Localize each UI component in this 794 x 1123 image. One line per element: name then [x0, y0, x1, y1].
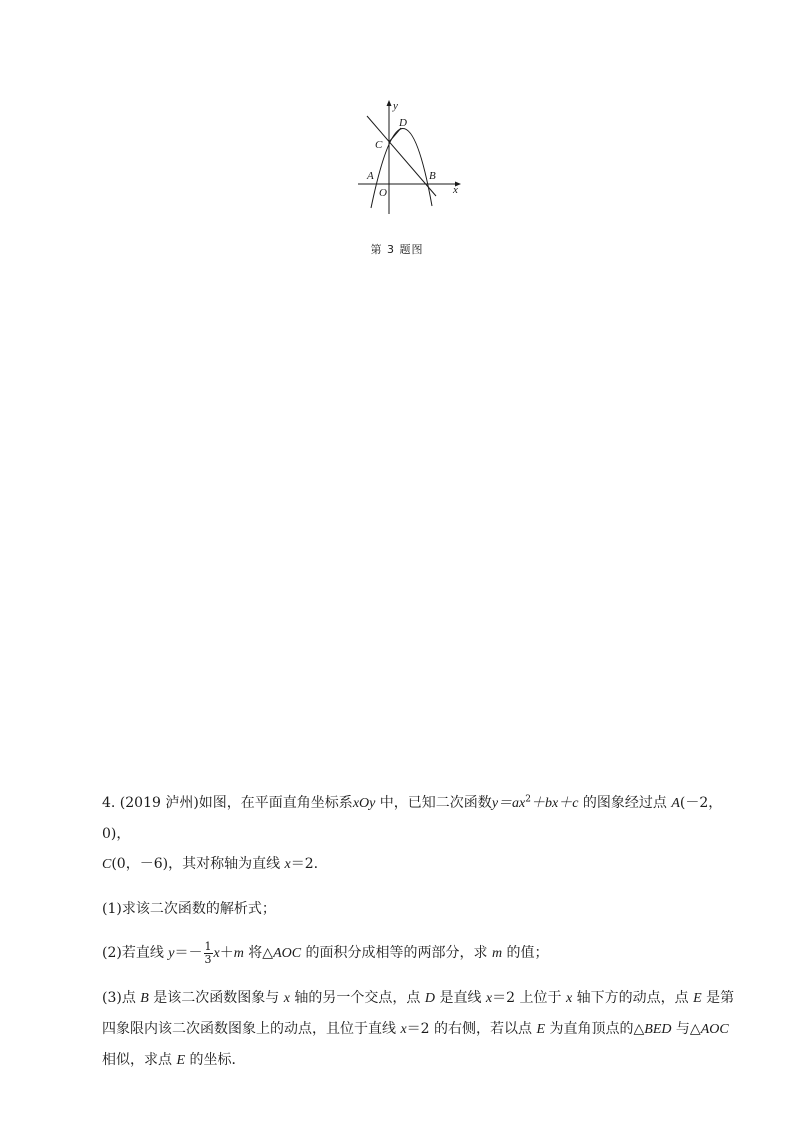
q2-x: x [213, 946, 220, 961]
q2-m: m [233, 946, 244, 961]
q3-point-d: D [424, 991, 435, 1006]
parabola-graph [355, 96, 465, 216]
q2-fraction [204, 941, 213, 966]
q2-text-c: 的面积分成相等的两部分，求 [301, 945, 492, 961]
q3-text-e: ＝2 上位于 [492, 990, 566, 1006]
q3-triangle-aoc: AOC [700, 1022, 729, 1037]
q3-triangle-bed: BED [644, 1022, 672, 1037]
q3-x-3: x [565, 991, 573, 1006]
origin-label: O [379, 187, 387, 199]
formula-tail: ＋bx＋c [530, 796, 579, 811]
q3-text-k: 相似，求点 [102, 1052, 177, 1068]
q3-point-e-2: E [536, 1022, 546, 1037]
problem-3-figure [355, 96, 465, 216]
axis-variable: x [284, 857, 291, 872]
formula-ax: ＝ax [498, 796, 526, 811]
q2-denominator: 3 [204, 952, 212, 966]
point-b-label: B [429, 170, 436, 182]
q2-text-d: 的值； [502, 945, 549, 961]
point-d-label: D [399, 117, 407, 129]
q3-text-d: 是直线 [435, 990, 486, 1006]
q3-text-c: 轴的另一个交点，点 [289, 990, 425, 1006]
q2-triangle-aoc: AOC [273, 946, 302, 961]
point-a: A [671, 796, 680, 811]
question-1: (1)求该二次函数的解析式； [102, 901, 276, 917]
point-a-coords: (－2，0)， [102, 795, 723, 842]
problem-intro [102, 788, 742, 880]
q2-equals: ＝－ [174, 945, 203, 961]
intro-text-3: 的图象经过点 [578, 795, 672, 811]
q2-text-a: (2)若直线 [102, 945, 169, 961]
q3-x-2: x [485, 991, 493, 1006]
problem-4 [102, 788, 742, 1076]
q2-text-b: 将△ [243, 945, 274, 961]
question-2 [102, 938, 742, 969]
formula-exponent: 2 [525, 794, 531, 805]
point-c-coords: (0，－6)，其对称轴为直线 [111, 856, 285, 872]
q3-text-b: 是该二次函数图象与 [148, 990, 284, 1006]
q3-text-a: (3)点 [102, 990, 141, 1006]
point-a-label: A [367, 170, 374, 182]
coordinate-system-name: xOy [352, 796, 376, 811]
q3-point-e: E [693, 991, 702, 1006]
axis-value: ＝2. [290, 856, 319, 872]
q3-text-h: ＝2 的右侧，若以点 [406, 1021, 537, 1037]
q3-point-e-3: E [176, 1053, 186, 1068]
point-c: C [102, 857, 112, 872]
q3-text-g: 是第四象限内该二次函数图象上的动点，且位于直线 [102, 990, 735, 1037]
q2-plus: ＋ [219, 945, 234, 961]
q3-text-l: 的坐标． [185, 1052, 246, 1068]
formula-y: y [491, 796, 499, 811]
q3-text-j: 与△ [671, 1021, 701, 1037]
q3-x-1: x [283, 991, 290, 1006]
q3-text-f: 轴下方的动点，点 [572, 990, 694, 1006]
q3-point-b: B [140, 991, 149, 1006]
question-3 [102, 983, 742, 1076]
segment-cd [389, 128, 401, 142]
point-c-label: C [375, 139, 383, 151]
q2-m-2: m [491, 946, 503, 961]
y-axis-arrow [387, 100, 392, 106]
intro-text-2: 中，已知二次函数 [375, 795, 492, 811]
q3-x-4: x [400, 1022, 407, 1037]
figure-caption: 第 3 题图 [370, 243, 424, 256]
intro-text-1: 4. (2019 泸州)如图，在平面直角坐标系 [102, 795, 353, 811]
q2-numerator: 1 [204, 939, 212, 953]
q3-text-i: 为直角顶点的△ [545, 1021, 645, 1037]
x-axis-label: x [453, 184, 458, 196]
y-axis-label: y [393, 100, 398, 112]
q2-y: y [168, 946, 175, 961]
